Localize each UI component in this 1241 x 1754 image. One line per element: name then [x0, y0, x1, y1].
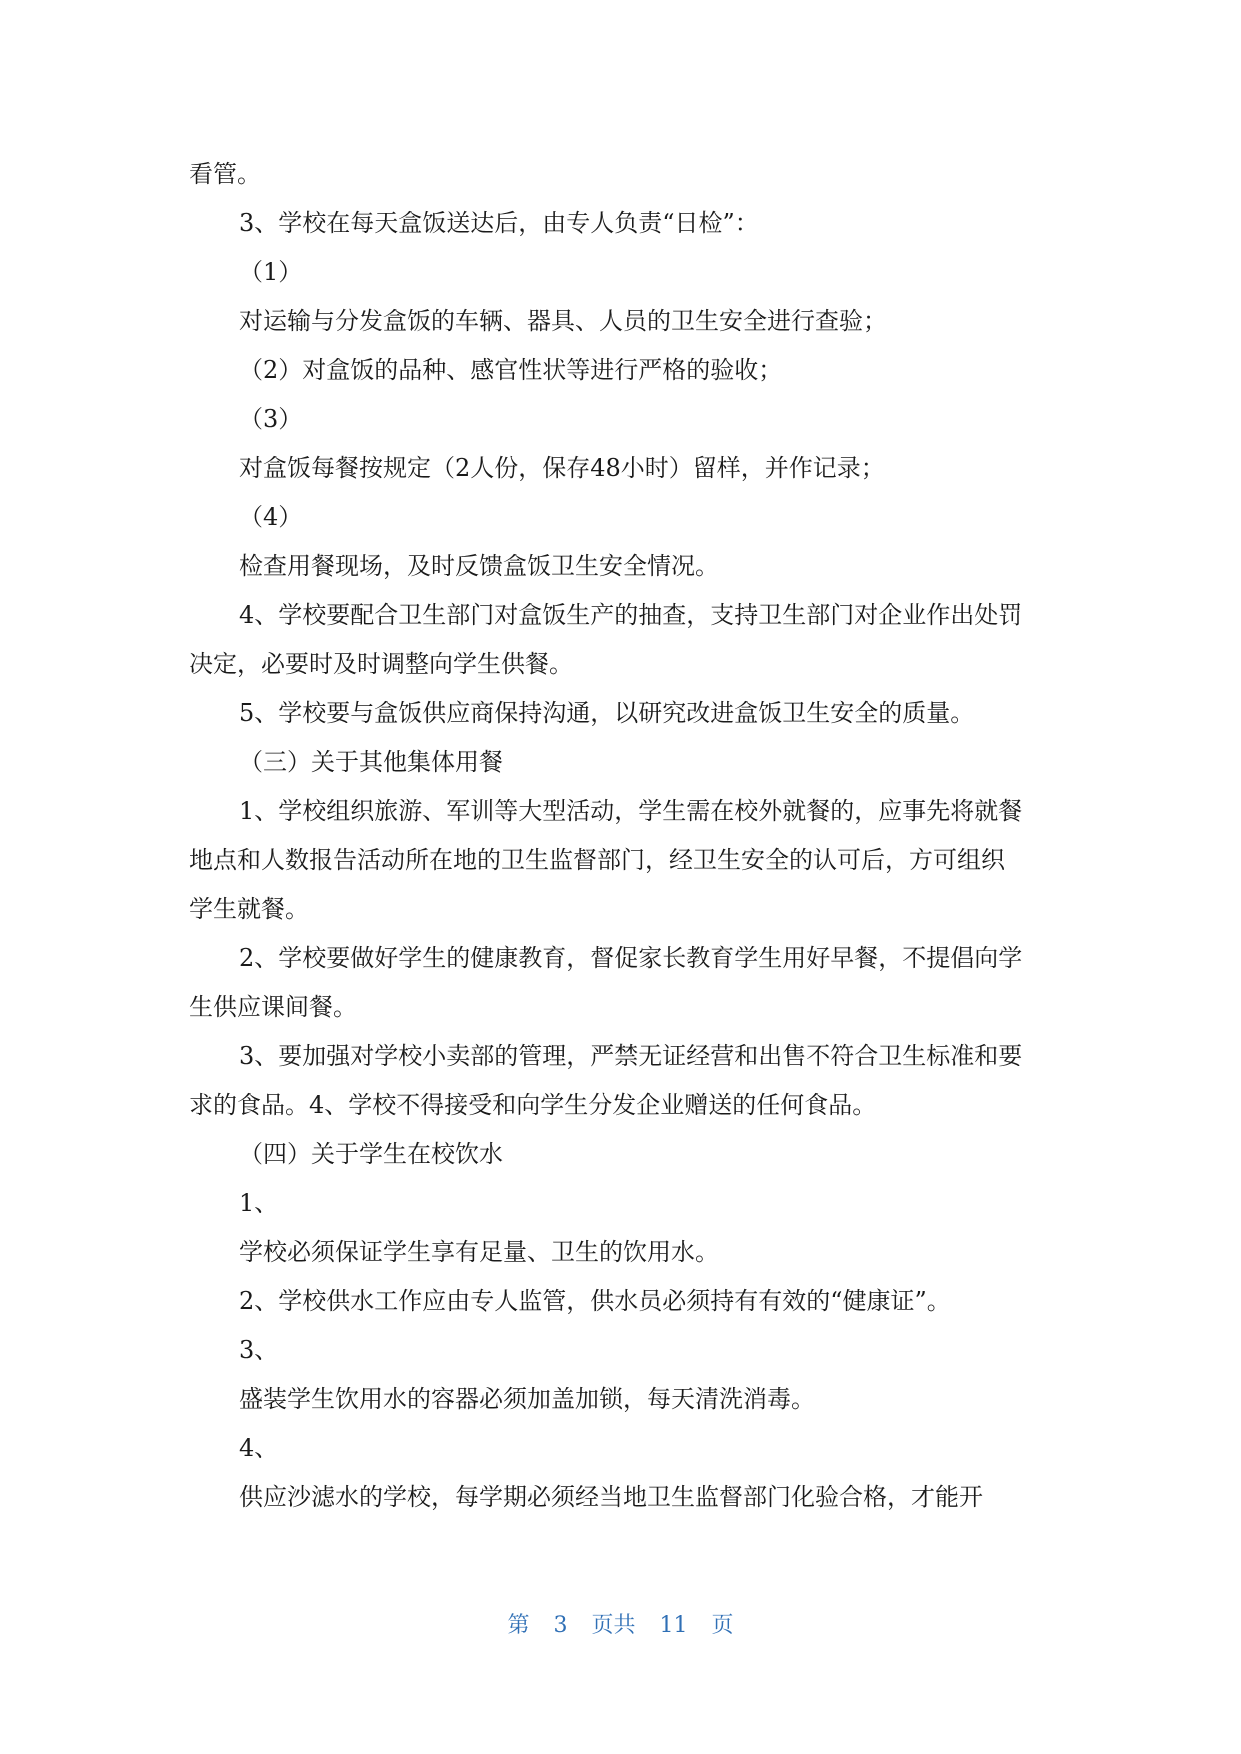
text-line: （三）关于其他集体用餐 [239, 748, 503, 776]
text-line: 学校必须保证学生享有足量、卫生的饮用水。 [239, 1238, 719, 1266]
text-line: 决定，必要时及时调整向学生供餐。 [189, 650, 573, 678]
page-footer [0, 1608, 1241, 1639]
text-line: 看管。 [189, 160, 261, 188]
text-line: 1、 [239, 1189, 279, 1217]
text-line: 5、学校要与盒饭供应商保持沟通，以研究改进盒饭卫生安全的质量。 [239, 699, 975, 727]
text-line: （四）关于学生在校饮水 [239, 1140, 503, 1168]
text-line: （4） [239, 503, 303, 531]
text-line: 1、学校组织旅游、军训等大型活动，学生需在校外就餐的，应事先将就餐 [239, 797, 1023, 825]
text-line: 对运输与分发盒饭的车辆、器具、人员的卫生安全进行查验； [239, 307, 887, 335]
text-line: 供应沙滤水的学校，每学期必须经当地卫生监督部门化验合格，才能开 [239, 1483, 983, 1511]
text-line: 2、学校要做好学生的健康教育，督促家长教育学生用好早餐，不提倡向学 [239, 944, 1023, 972]
text-line: 3、学校在每天盒饭送达后，由专人负责“日检”： [239, 209, 759, 237]
text-line: 4、 [239, 1434, 279, 1462]
text-line: 盛装学生饮用水的容器必须加盖加锁，每天清洗消毒。 [239, 1385, 815, 1413]
text-line: 学生就餐。 [189, 895, 309, 923]
text-line: 求的食品。4、学校不得接受和向学生分发企业赠送的任何食品。 [189, 1091, 877, 1119]
text-line: （1） [239, 258, 303, 286]
footer-label-end: 页 [711, 1613, 734, 1638]
footer-current-page: 3 [553, 1613, 568, 1638]
text-line: （3） [239, 405, 303, 433]
footer-label-page: 第 [507, 1613, 530, 1638]
text-line: 对盒饭每餐按规定（2人份，保存48小时）留样，并作记录； [239, 454, 885, 482]
text-line: 4、学校要配合卫生部门对盒饭生产的抽查，支持卫生部门对企业作出处罚 [239, 601, 1023, 629]
text-line: 3、 [239, 1336, 279, 1364]
text-line: （2）对盒饭的品种、感官性状等进行严格的验收； [239, 356, 783, 384]
text-line: 地点和人数报告活动所在地的卫生监督部门，经卫生安全的认可后，方可组织 [189, 846, 1005, 874]
text-line: 3、要加强对学校小卖部的管理，严禁无证经营和出售不符合卫生标准和要 [239, 1042, 1023, 1070]
text-line: 生供应课间餐。 [189, 993, 357, 1021]
document-body [189, 150, 1059, 1522]
text-line: 检查用餐现场，及时反馈盒饭卫生安全情况。 [239, 552, 719, 580]
text-line: 2、学校供水工作应由专人监管，供水员必须持有有效的“健康证”。 [239, 1287, 951, 1315]
footer-total-pages: 11 [659, 1613, 688, 1638]
footer-label-of: 页共 [591, 1613, 636, 1638]
